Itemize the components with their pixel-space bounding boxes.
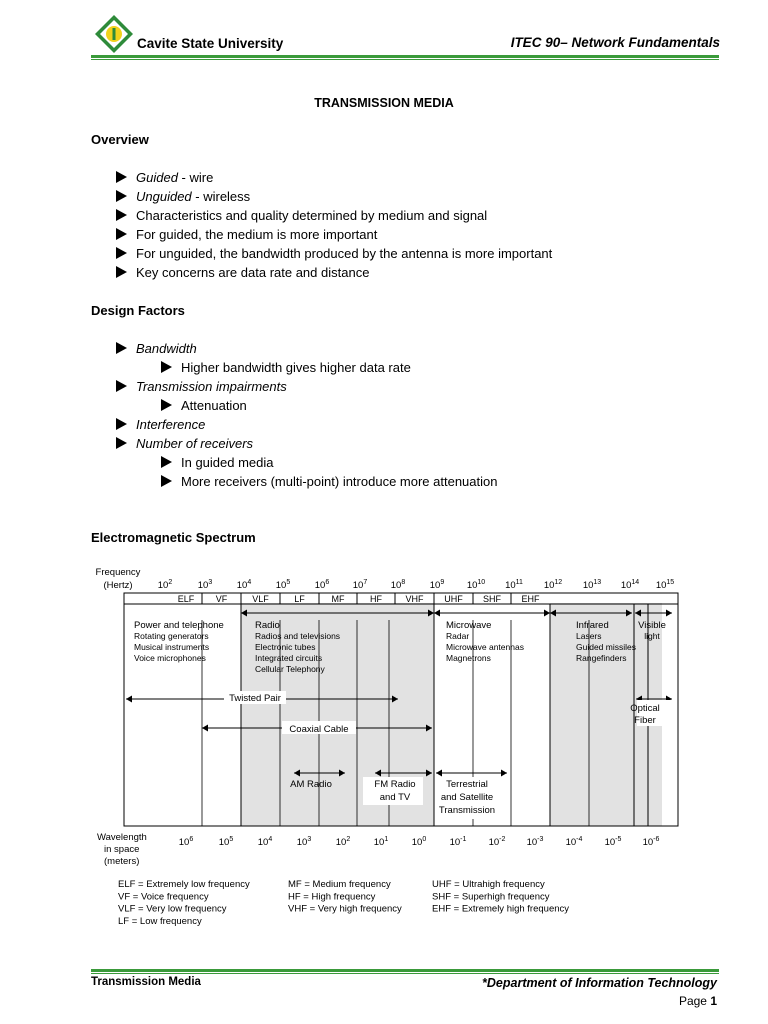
band-label: VLF bbox=[252, 594, 269, 604]
design-factor-detail bbox=[161, 398, 247, 413]
frequency-tick-label: $10^4$ bbox=[236, 579, 252, 591]
legend-entry: MF = Medium frequency bbox=[288, 879, 391, 890]
bullet-text: Transmission impairments bbox=[136, 379, 287, 394]
bullet-arrow-icon bbox=[116, 171, 127, 183]
group-title: Microwave bbox=[446, 620, 492, 631]
legend-entry: UHF = Ultrahigh frequency bbox=[432, 879, 545, 890]
wavelength-axis-unit: (meters) bbox=[104, 856, 140, 867]
legend-entry: HF = High frequency bbox=[288, 891, 376, 903]
am-radio-label: AM Radio bbox=[290, 779, 332, 790]
microwave-range-left-arrow bbox=[434, 610, 440, 617]
frequency-tick-label: $10^{11}$ bbox=[505, 579, 523, 591]
group-item: Radar bbox=[446, 631, 470, 641]
overview-bullet bbox=[116, 170, 213, 185]
footer-section: Transmission Media bbox=[91, 976, 201, 988]
bullet-text: Bandwidth bbox=[136, 341, 197, 356]
bullet-text: For unguided, the bandwidth produced by the antenna is more important bbox=[136, 246, 553, 261]
bullet-text: For guided, the medium is more important bbox=[136, 227, 378, 242]
bullet-arrow-icon bbox=[116, 418, 127, 430]
bullet-arrow-icon bbox=[161, 456, 172, 468]
fm-radio-label: and TV bbox=[379, 792, 411, 803]
group-item: Electronic tubes bbox=[255, 642, 316, 652]
bullet-text: Number of receivers bbox=[136, 436, 254, 451]
bullet-text: Key concerns are data rate and distance bbox=[136, 265, 370, 280]
design-factor bbox=[116, 417, 205, 432]
microwave-range-right-arrow bbox=[544, 610, 550, 617]
footer-department: *Department of Information Technology bbox=[482, 976, 717, 990]
band-label: UHF bbox=[444, 594, 463, 604]
legend-entry: VLF = Very low frequency bbox=[118, 903, 227, 915]
terrestrial-range-right-arrow bbox=[501, 770, 507, 777]
frequency-tick-label: $10^2$ bbox=[157, 579, 173, 591]
optical-fiber-label: Optical bbox=[630, 703, 660, 714]
wavelength-tick-label: $10^1$ bbox=[373, 836, 389, 848]
wavelength-tick-label: $10^{-1}$ bbox=[449, 836, 467, 848]
wavelength-tick-label: $10^{-6}$ bbox=[642, 836, 660, 848]
wavelength-tick-label: $10^0$ bbox=[411, 836, 427, 848]
wavelength-tick-label: $10^{-5}$ bbox=[604, 836, 622, 848]
terrestrial-label: and Satellite bbox=[440, 792, 494, 803]
bullet-text: Interference bbox=[136, 417, 206, 432]
bullet-arrow-icon bbox=[116, 209, 127, 221]
page-number: Page 1 bbox=[678, 994, 717, 1008]
group-title: Radio bbox=[255, 620, 280, 631]
bullet-arrow-icon bbox=[116, 266, 127, 278]
course-title: ITEC 90– Network Fundamentals bbox=[510, 35, 720, 50]
design-factor bbox=[116, 436, 253, 451]
group-item: Microwave antennas bbox=[446, 642, 524, 652]
bullet-arrow-icon bbox=[116, 228, 127, 240]
frequency-axis-unit: (Hertz) bbox=[103, 580, 133, 591]
twisted-pair-label: Twisted Pair bbox=[229, 693, 281, 704]
wavelength-tick-label: $10^{-2}$ bbox=[488, 836, 506, 848]
band-label: VHF bbox=[405, 594, 424, 604]
bullet-arrow-icon bbox=[116, 437, 127, 449]
frequency-tick-label: $10^5$ bbox=[275, 579, 291, 591]
university-logo bbox=[94, 14, 134, 54]
visible-range-right-arrow bbox=[666, 610, 672, 617]
bullet-arrow-icon bbox=[161, 361, 172, 373]
group-title: Infrared bbox=[576, 620, 609, 631]
university-name: Cavite State University bbox=[137, 36, 284, 51]
wavelength-tick-label: $10^3$ bbox=[296, 836, 312, 848]
frequency-tick-label: $10^{10}$ bbox=[466, 579, 486, 591]
group-item: Rotating generators bbox=[134, 631, 209, 641]
frequency-axis-label: Frequency bbox=[95, 567, 141, 578]
overview-bullet bbox=[116, 189, 250, 204]
wavelength-axis-label: Wavelength bbox=[97, 832, 147, 843]
optical-fiber-label: Fiber bbox=[634, 715, 656, 726]
bullet-text: Attenuation bbox=[181, 398, 247, 413]
wavelength-tick-label: $10^4$ bbox=[257, 836, 273, 848]
wavelength-tick-label: $10^6$ bbox=[178, 836, 194, 848]
wavelength-axis-label: in space bbox=[104, 844, 140, 855]
bullet-arrow-icon bbox=[116, 342, 127, 354]
coaxial-cable-range-left-arrow bbox=[202, 725, 208, 732]
band-label: VF bbox=[215, 594, 228, 604]
fm-radio-label: FM Radio bbox=[374, 779, 416, 790]
bullet-text: In guided media bbox=[181, 455, 274, 470]
bullet-text: Higher bandwidth gives higher data rate bbox=[181, 360, 411, 375]
terrestrial-label: Terrestrial bbox=[446, 779, 488, 790]
bullet-arrow-icon bbox=[116, 190, 127, 202]
bullet-text: More receivers (multi-point) introduce more attenuation bbox=[181, 474, 498, 489]
footer-rule bbox=[91, 969, 719, 972]
bullet-term: Guided bbox=[136, 170, 178, 185]
group-item: Voice microphones bbox=[134, 653, 206, 663]
legend-entry: LF = Low frequency bbox=[118, 915, 202, 927]
bullet-text: Characteristics and quality determined by medium and signal bbox=[136, 208, 488, 223]
bullet-text: - wireless bbox=[191, 189, 251, 204]
band-label: SHF bbox=[483, 594, 501, 604]
frequency-tick-label: $10^6$ bbox=[314, 579, 330, 591]
group-item: Musical instruments bbox=[134, 642, 210, 652]
band-label: EHF bbox=[521, 594, 540, 604]
group-item: Integrated circuits bbox=[255, 653, 323, 663]
overview-bullet bbox=[116, 227, 377, 242]
design-factor-detail bbox=[161, 360, 411, 375]
bullet-arrow-icon bbox=[161, 399, 172, 411]
bullet-text: - wire bbox=[177, 170, 214, 185]
group-title: Power and telephone bbox=[134, 620, 224, 631]
group-title: Visible bbox=[638, 620, 666, 631]
header-rule bbox=[91, 55, 719, 58]
group-item: Guided missiles bbox=[576, 642, 636, 652]
frequency-tick-label: $10^{13}$ bbox=[582, 579, 602, 591]
wavelength-tick-label: $10^{-4}$ bbox=[565, 836, 583, 848]
overview-bullet bbox=[116, 265, 369, 280]
overview-heading: Overview bbox=[91, 132, 149, 147]
bullet-arrow-icon bbox=[116, 380, 127, 392]
group-item: Radios and televisions bbox=[255, 631, 341, 641]
band-label: LF bbox=[294, 594, 305, 604]
wavelength-tick-label: $10^5$ bbox=[218, 836, 234, 848]
legend-entry: ELF = Extremely low frequency bbox=[118, 879, 250, 890]
frequency-tick-label: $10^{12}$ bbox=[543, 579, 563, 591]
frequency-tick-label: $10^8$ bbox=[390, 579, 406, 591]
design-factor-detail bbox=[161, 455, 274, 470]
frequency-tick-label: $10^3$ bbox=[197, 579, 213, 591]
footer-rule-thin bbox=[91, 973, 719, 974]
design-factors-heading: Design Factors bbox=[91, 303, 185, 318]
group-item: light bbox=[644, 631, 660, 641]
band-label: MF bbox=[331, 594, 345, 604]
frequency-tick-label: $10^{15}$ bbox=[655, 579, 675, 591]
legend-entry: EHF = Extremely high frequency bbox=[432, 903, 570, 915]
terrestrial-label: Transmission bbox=[438, 805, 496, 816]
group-item: Cellular Telephony bbox=[255, 664, 325, 674]
band-strip bbox=[124, 593, 678, 604]
design-factor bbox=[116, 379, 287, 394]
frequency-tick-label: $10^{14}$ bbox=[620, 579, 640, 591]
group-item: Magnetrons bbox=[446, 653, 491, 663]
band-label: ELF bbox=[177, 594, 195, 604]
group-item: Rangefinders bbox=[576, 653, 627, 663]
legend-entry: VF = Voice frequency bbox=[118, 891, 209, 903]
electromagnetic-spectrum-diagram bbox=[92, 560, 680, 928]
frequency-tick-label: $10^9$ bbox=[429, 579, 445, 591]
spectrum-heading: Electromagnetic Spectrum bbox=[91, 530, 256, 545]
overview-bullet bbox=[116, 208, 487, 223]
bullet-arrow-icon bbox=[161, 475, 172, 487]
document-title: TRANSMISSION MEDIA bbox=[314, 96, 454, 110]
frequency-tick-label: $10^7$ bbox=[352, 579, 368, 591]
design-factor-detail bbox=[161, 474, 497, 489]
bullet-arrow-icon bbox=[116, 247, 127, 259]
overview-bullet bbox=[116, 246, 552, 261]
twisted-pair-range-left-arrow bbox=[126, 696, 132, 703]
group-item: Lasers bbox=[576, 631, 602, 641]
band-label: HF bbox=[370, 594, 382, 604]
bullet-term: Unguided bbox=[136, 189, 192, 204]
legend-entry: VHF = Very high frequency bbox=[288, 903, 402, 915]
header-rule-thin bbox=[91, 59, 719, 60]
coaxial-cable-label: Coaxial Cable bbox=[289, 724, 349, 735]
terrestrial-range-left-arrow bbox=[436, 770, 442, 777]
wavelength-tick-label: $10^2$ bbox=[335, 836, 351, 848]
legend-entry: SHF = Superhigh frequency bbox=[432, 891, 550, 903]
wavelength-tick-label: $10^{-3}$ bbox=[526, 836, 544, 848]
design-factor bbox=[116, 341, 197, 356]
